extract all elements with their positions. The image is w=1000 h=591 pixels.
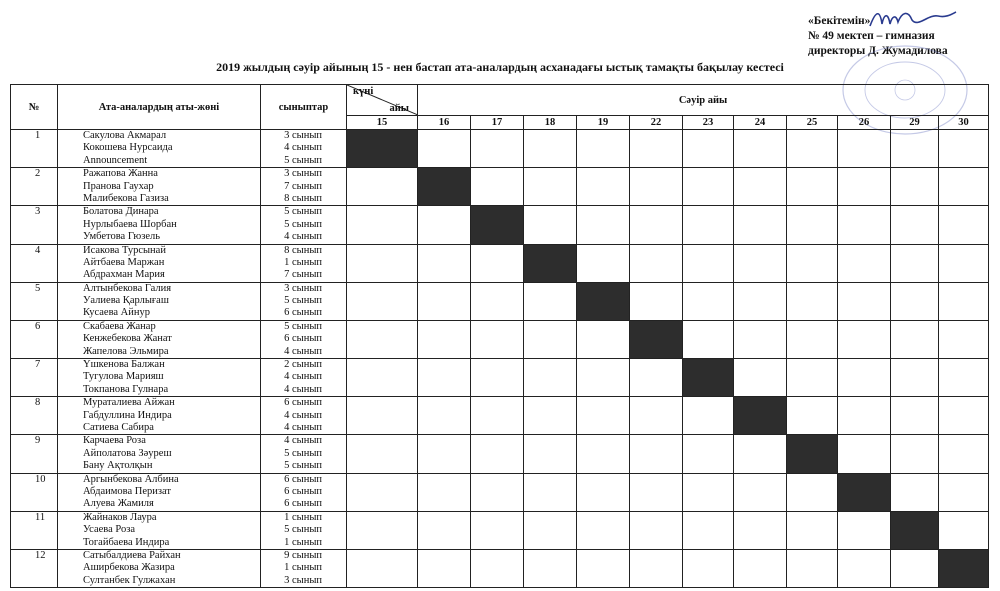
day-cell (939, 282, 989, 320)
day-cell (838, 320, 891, 358)
parent-name: Тогайбаева Индира (83, 536, 170, 548)
day-header-30: 30 (939, 116, 989, 130)
day-cell (471, 320, 524, 358)
day-cell (577, 206, 630, 244)
day-cell (734, 435, 787, 473)
day-cell (787, 320, 838, 358)
day-header-17: 17 (471, 116, 524, 130)
day-cell (939, 168, 989, 206)
page-title: 2019 жылдың сәуір айының 15 - нен бастап ата-аналардың асханадағы ыстық тамақты бақылау кестесі (216, 60, 784, 74)
parent-names (58, 511, 261, 549)
class-value: 4 сынып (284, 371, 322, 383)
row-number: 7 (11, 359, 58, 397)
day-cell (418, 244, 471, 282)
parent-name: Усаева Роза (83, 524, 136, 536)
class-value: 7 сынып (284, 269, 322, 281)
day-cell (418, 549, 471, 587)
day-cell (630, 397, 683, 435)
header-day-label: күні (353, 86, 374, 97)
row-number: 2 (11, 168, 58, 206)
day-cell (577, 397, 630, 435)
class-value: 1 сынып (284, 562, 322, 574)
day-cell (524, 473, 577, 511)
table-body (11, 130, 989, 588)
parent-classes (261, 473, 347, 511)
class-value: 1 сынып (284, 256, 322, 268)
class-value: 1 сынып (284, 536, 322, 548)
parent-name: Пранова Гаухар (83, 180, 154, 192)
row-number: 12 (11, 549, 58, 587)
parent-classes (261, 206, 347, 244)
table-row (11, 473, 989, 511)
parent-name: Кенжебекова Жанат (83, 333, 172, 345)
day-cell (939, 359, 989, 397)
day-cell (471, 435, 524, 473)
day-cell (577, 511, 630, 549)
row-number: 1 (11, 130, 58, 168)
table-row (11, 130, 989, 168)
day-cell (891, 244, 939, 282)
parent-name: Аргынбекова Албина (83, 473, 179, 485)
day-cell (630, 359, 683, 397)
day-cell (683, 130, 734, 168)
day-cell (471, 397, 524, 435)
parent-classes (261, 282, 347, 320)
parent-name: Уалиева Қарлығаш (83, 295, 169, 307)
day-cell (734, 282, 787, 320)
day-cell (630, 244, 683, 282)
parent-name: Үшкенова Балжан (83, 359, 165, 371)
day-cell (891, 206, 939, 244)
day-cell (683, 435, 734, 473)
class-value: 5 сынып (284, 460, 322, 472)
class-value: 5 сынып (284, 320, 322, 332)
class-value: 4 сынып (284, 142, 322, 154)
parent-name: Сатиева Сабира (83, 421, 154, 433)
day-cell (838, 282, 891, 320)
parent-name: Габдуллина Индира (83, 409, 172, 421)
day-cell (577, 435, 630, 473)
day-cell (787, 473, 838, 511)
day-cell (683, 320, 734, 358)
day-cell (939, 435, 989, 473)
day-cell (471, 511, 524, 549)
day-cell (347, 397, 418, 435)
day-cell (577, 473, 630, 511)
day-cell (891, 282, 939, 320)
day-cell (891, 320, 939, 358)
day-cell (524, 359, 577, 397)
day-header-15: 15 (347, 116, 418, 130)
parent-name: Мураталиева Айжан (83, 397, 175, 409)
day-cell (838, 168, 891, 206)
day-cell (524, 511, 577, 549)
table-row (11, 168, 989, 206)
table-row (11, 435, 989, 473)
day-header-25: 25 (787, 116, 838, 130)
row-number: 4 (11, 244, 58, 282)
day-cell (347, 206, 418, 244)
day-cell (787, 206, 838, 244)
day-header-16: 16 (418, 116, 471, 130)
class-value: 5 сынып (284, 295, 322, 307)
parent-name: Исакова Турсынай (83, 244, 166, 256)
assigned-day-cell (891, 511, 939, 549)
parent-name: Нурлыбаева Шорбан (83, 218, 177, 230)
signature-icon (868, 6, 958, 32)
day-cell (939, 206, 989, 244)
day-cell (939, 130, 989, 168)
class-value: 6 сынып (284, 333, 322, 345)
class-value: 4 сынып (284, 345, 322, 357)
approval-line-3: директоры Д. Жумадилова (808, 45, 948, 57)
day-cell (683, 549, 734, 587)
parent-name: Малибекова Газиза (83, 192, 169, 204)
assigned-day-cell (347, 130, 418, 168)
day-cell (683, 282, 734, 320)
day-cell (418, 511, 471, 549)
assigned-day-cell (524, 244, 577, 282)
day-cell (683, 244, 734, 282)
day-cell (524, 130, 577, 168)
day-cell (939, 397, 989, 435)
parent-names (58, 320, 261, 358)
day-cell (891, 473, 939, 511)
day-cell (524, 549, 577, 587)
day-cell (734, 130, 787, 168)
row-number: 6 (11, 320, 58, 358)
day-cell (524, 435, 577, 473)
day-cell (471, 359, 524, 397)
parent-names (58, 282, 261, 320)
day-cell (734, 473, 787, 511)
table-row (11, 549, 989, 587)
parent-classes (261, 130, 347, 168)
assigned-day-cell (471, 206, 524, 244)
day-cell (471, 168, 524, 206)
assigned-day-cell (838, 473, 891, 511)
day-cell (891, 359, 939, 397)
day-cell (347, 511, 418, 549)
parent-classes (261, 397, 347, 435)
day-cell (418, 206, 471, 244)
class-value: 1 сынып (284, 511, 322, 523)
day-header-18: 18 (524, 116, 577, 130)
day-cell (891, 168, 939, 206)
parent-name: Сакулова Акмарал (83, 130, 167, 141)
day-header-23: 23 (683, 116, 734, 130)
assigned-day-cell (939, 549, 989, 587)
day-cell (630, 473, 683, 511)
day-header-26: 26 (838, 116, 891, 130)
parent-name: Абдаимова Перизат (83, 485, 171, 497)
day-cell (734, 549, 787, 587)
row-number: 9 (11, 435, 58, 473)
table-row (11, 244, 989, 282)
day-cell (630, 206, 683, 244)
parent-name: Айтбаева Маржан (83, 256, 165, 268)
parent-names (58, 397, 261, 435)
day-cell (891, 397, 939, 435)
header-month: Сәуір айы (418, 85, 989, 116)
approval-line-2: № 49 мектеп – гимназия (808, 30, 935, 42)
parent-classes (261, 359, 347, 397)
day-cell (630, 549, 683, 587)
assigned-day-cell (683, 359, 734, 397)
class-value: 5 сынып (284, 524, 322, 536)
parent-names (58, 206, 261, 244)
day-cell (683, 511, 734, 549)
day-cell (577, 168, 630, 206)
parent-name: Бану Ақтолқын (83, 460, 153, 472)
day-cell (471, 549, 524, 587)
assigned-day-cell (787, 435, 838, 473)
day-header-24: 24 (734, 116, 787, 130)
day-header-29: 29 (891, 116, 939, 130)
header-corner (347, 85, 418, 116)
day-cell (524, 320, 577, 358)
day-cell (630, 130, 683, 168)
parent-names (58, 168, 261, 206)
parent-name: Карчаева Роза (83, 435, 146, 447)
day-cell (577, 359, 630, 397)
day-cell (683, 206, 734, 244)
parent-name: Алуева Жамиля (83, 498, 154, 510)
class-value: 4 сынып (284, 383, 322, 395)
day-cell (838, 511, 891, 549)
class-value: 3 сынып (284, 168, 322, 180)
day-cell (577, 320, 630, 358)
day-cell (347, 168, 418, 206)
parent-classes (261, 320, 347, 358)
parent-names (58, 473, 261, 511)
day-cell (939, 511, 989, 549)
header-class: сыныптар (261, 85, 347, 130)
day-cell (891, 549, 939, 587)
class-value: 9 сынып (284, 549, 322, 561)
row-number: 8 (11, 397, 58, 435)
day-cell (838, 244, 891, 282)
parent-names (58, 549, 261, 587)
day-cell (577, 244, 630, 282)
day-cell (347, 473, 418, 511)
day-cell (939, 320, 989, 358)
table-row (11, 397, 989, 435)
day-cell (838, 130, 891, 168)
parent-names (58, 130, 261, 168)
day-cell (471, 130, 524, 168)
class-value: 6 сынып (284, 397, 322, 409)
schedule-table (10, 84, 989, 588)
parent-name: Токпанова Гулнара (83, 383, 169, 395)
day-cell (630, 168, 683, 206)
day-cell (787, 282, 838, 320)
day-cell (347, 244, 418, 282)
day-cell (787, 130, 838, 168)
class-value: 6 сынып (284, 307, 322, 319)
parent-classes (261, 511, 347, 549)
class-value: 2 сынып (284, 359, 322, 371)
day-cell (787, 244, 838, 282)
class-value: 5 сынып (284, 206, 322, 218)
day-cell (838, 435, 891, 473)
parent-name: Аширбекова Жазира (83, 562, 175, 574)
class-value: 3 сынып (284, 130, 322, 141)
parent-name: Умбетова Гюзель (83, 231, 161, 243)
parent-names (58, 244, 261, 282)
day-cell (577, 549, 630, 587)
parent-names (58, 435, 261, 473)
parent-names (58, 359, 261, 397)
parent-name: Жайнаков Лаура (83, 511, 157, 523)
class-value: 5 сынып (284, 218, 322, 230)
class-value: 3 сынып (284, 574, 322, 586)
table-row (11, 359, 989, 397)
day-cell (787, 168, 838, 206)
parent-name: Скабаева Жанар (83, 320, 156, 332)
parent-classes (261, 244, 347, 282)
day-cell (347, 549, 418, 587)
class-value: 4 сынып (284, 231, 322, 243)
day-cell (734, 244, 787, 282)
day-cell (683, 397, 734, 435)
day-cell (418, 130, 471, 168)
day-cell (630, 511, 683, 549)
day-cell (838, 549, 891, 587)
day-cell (347, 320, 418, 358)
day-cell (787, 511, 838, 549)
day-cell (347, 435, 418, 473)
approval-line-1: «Бекітемін» (808, 15, 871, 27)
table-row (11, 282, 989, 320)
day-cell (418, 282, 471, 320)
day-cell (683, 473, 734, 511)
parent-name: Болатова Динара (83, 206, 159, 218)
day-cell (734, 206, 787, 244)
day-cell (683, 168, 734, 206)
parent-name: Абдрахман Мария (83, 269, 165, 281)
day-cell (524, 282, 577, 320)
table-row (11, 320, 989, 358)
day-cell (734, 320, 787, 358)
day-cell (347, 359, 418, 397)
day-cell (630, 435, 683, 473)
day-cell (577, 130, 630, 168)
day-cell (891, 130, 939, 168)
assigned-day-cell (577, 282, 630, 320)
assigned-day-cell (734, 397, 787, 435)
day-cell (734, 359, 787, 397)
day-cell (838, 397, 891, 435)
day-cell (524, 397, 577, 435)
day-cell (418, 359, 471, 397)
class-value: 3 сынып (284, 282, 322, 294)
day-cell (787, 397, 838, 435)
row-number: 11 (11, 511, 58, 549)
day-cell (418, 320, 471, 358)
day-cell (787, 359, 838, 397)
day-cell (630, 282, 683, 320)
row-number: 5 (11, 282, 58, 320)
day-cell (838, 359, 891, 397)
day-cell (838, 206, 891, 244)
class-value: 4 сынып (284, 409, 322, 421)
class-value: 6 сынып (284, 498, 322, 510)
day-cell (891, 435, 939, 473)
day-cell (418, 397, 471, 435)
class-value: 5 сынып (284, 447, 322, 459)
parent-name: Кокошева Нурсаида (83, 142, 173, 154)
parent-name: Алтынбекова Галия (83, 282, 172, 294)
day-cell (734, 511, 787, 549)
assigned-day-cell (630, 320, 683, 358)
table-row (11, 206, 989, 244)
day-header-22: 22 (630, 116, 683, 130)
day-cell (787, 549, 838, 587)
day-cell (471, 244, 524, 282)
class-value: 4 сынып (284, 435, 322, 447)
class-value: 7 сынып (284, 180, 322, 192)
parent-name: Announcement (83, 154, 148, 166)
class-value: 5 сынып (284, 154, 322, 166)
parent-classes (261, 168, 347, 206)
class-value: 4 сынып (284, 421, 322, 433)
day-cell (347, 282, 418, 320)
class-value: 6 сынып (284, 485, 322, 497)
table-row (11, 511, 989, 549)
class-value: 8 сынып (284, 192, 322, 204)
row-number: 10 (11, 473, 58, 511)
parent-name: Кусаева Айнур (83, 307, 150, 319)
parent-classes (261, 435, 347, 473)
parent-name: Айполатова Зәуреш (83, 447, 172, 459)
parent-name: Ражапова Жанна (83, 168, 158, 180)
header-month-label: айы (389, 103, 409, 114)
day-cell (939, 244, 989, 282)
day-cell (471, 473, 524, 511)
class-value: 6 сынып (284, 473, 322, 485)
parent-name: Султанбек Гулжахан (83, 574, 176, 586)
day-cell (939, 473, 989, 511)
parent-classes (261, 549, 347, 587)
day-cell (524, 206, 577, 244)
header-name: Ата-аналардың аты-жөні (58, 85, 261, 130)
class-value: 8 сынып (284, 244, 322, 256)
day-cell (418, 473, 471, 511)
day-cell (418, 435, 471, 473)
day-cell (524, 168, 577, 206)
day-header-19: 19 (577, 116, 630, 130)
parent-name: Сатыбалдиева Райхан (83, 549, 181, 561)
row-number: 3 (11, 206, 58, 244)
parent-name: Жапелова Эльмира (83, 345, 169, 357)
day-cell (471, 282, 524, 320)
assigned-day-cell (418, 168, 471, 206)
header-num: № (11, 85, 58, 130)
day-cell (734, 168, 787, 206)
parent-name: Тугулова Марияш (83, 371, 164, 383)
